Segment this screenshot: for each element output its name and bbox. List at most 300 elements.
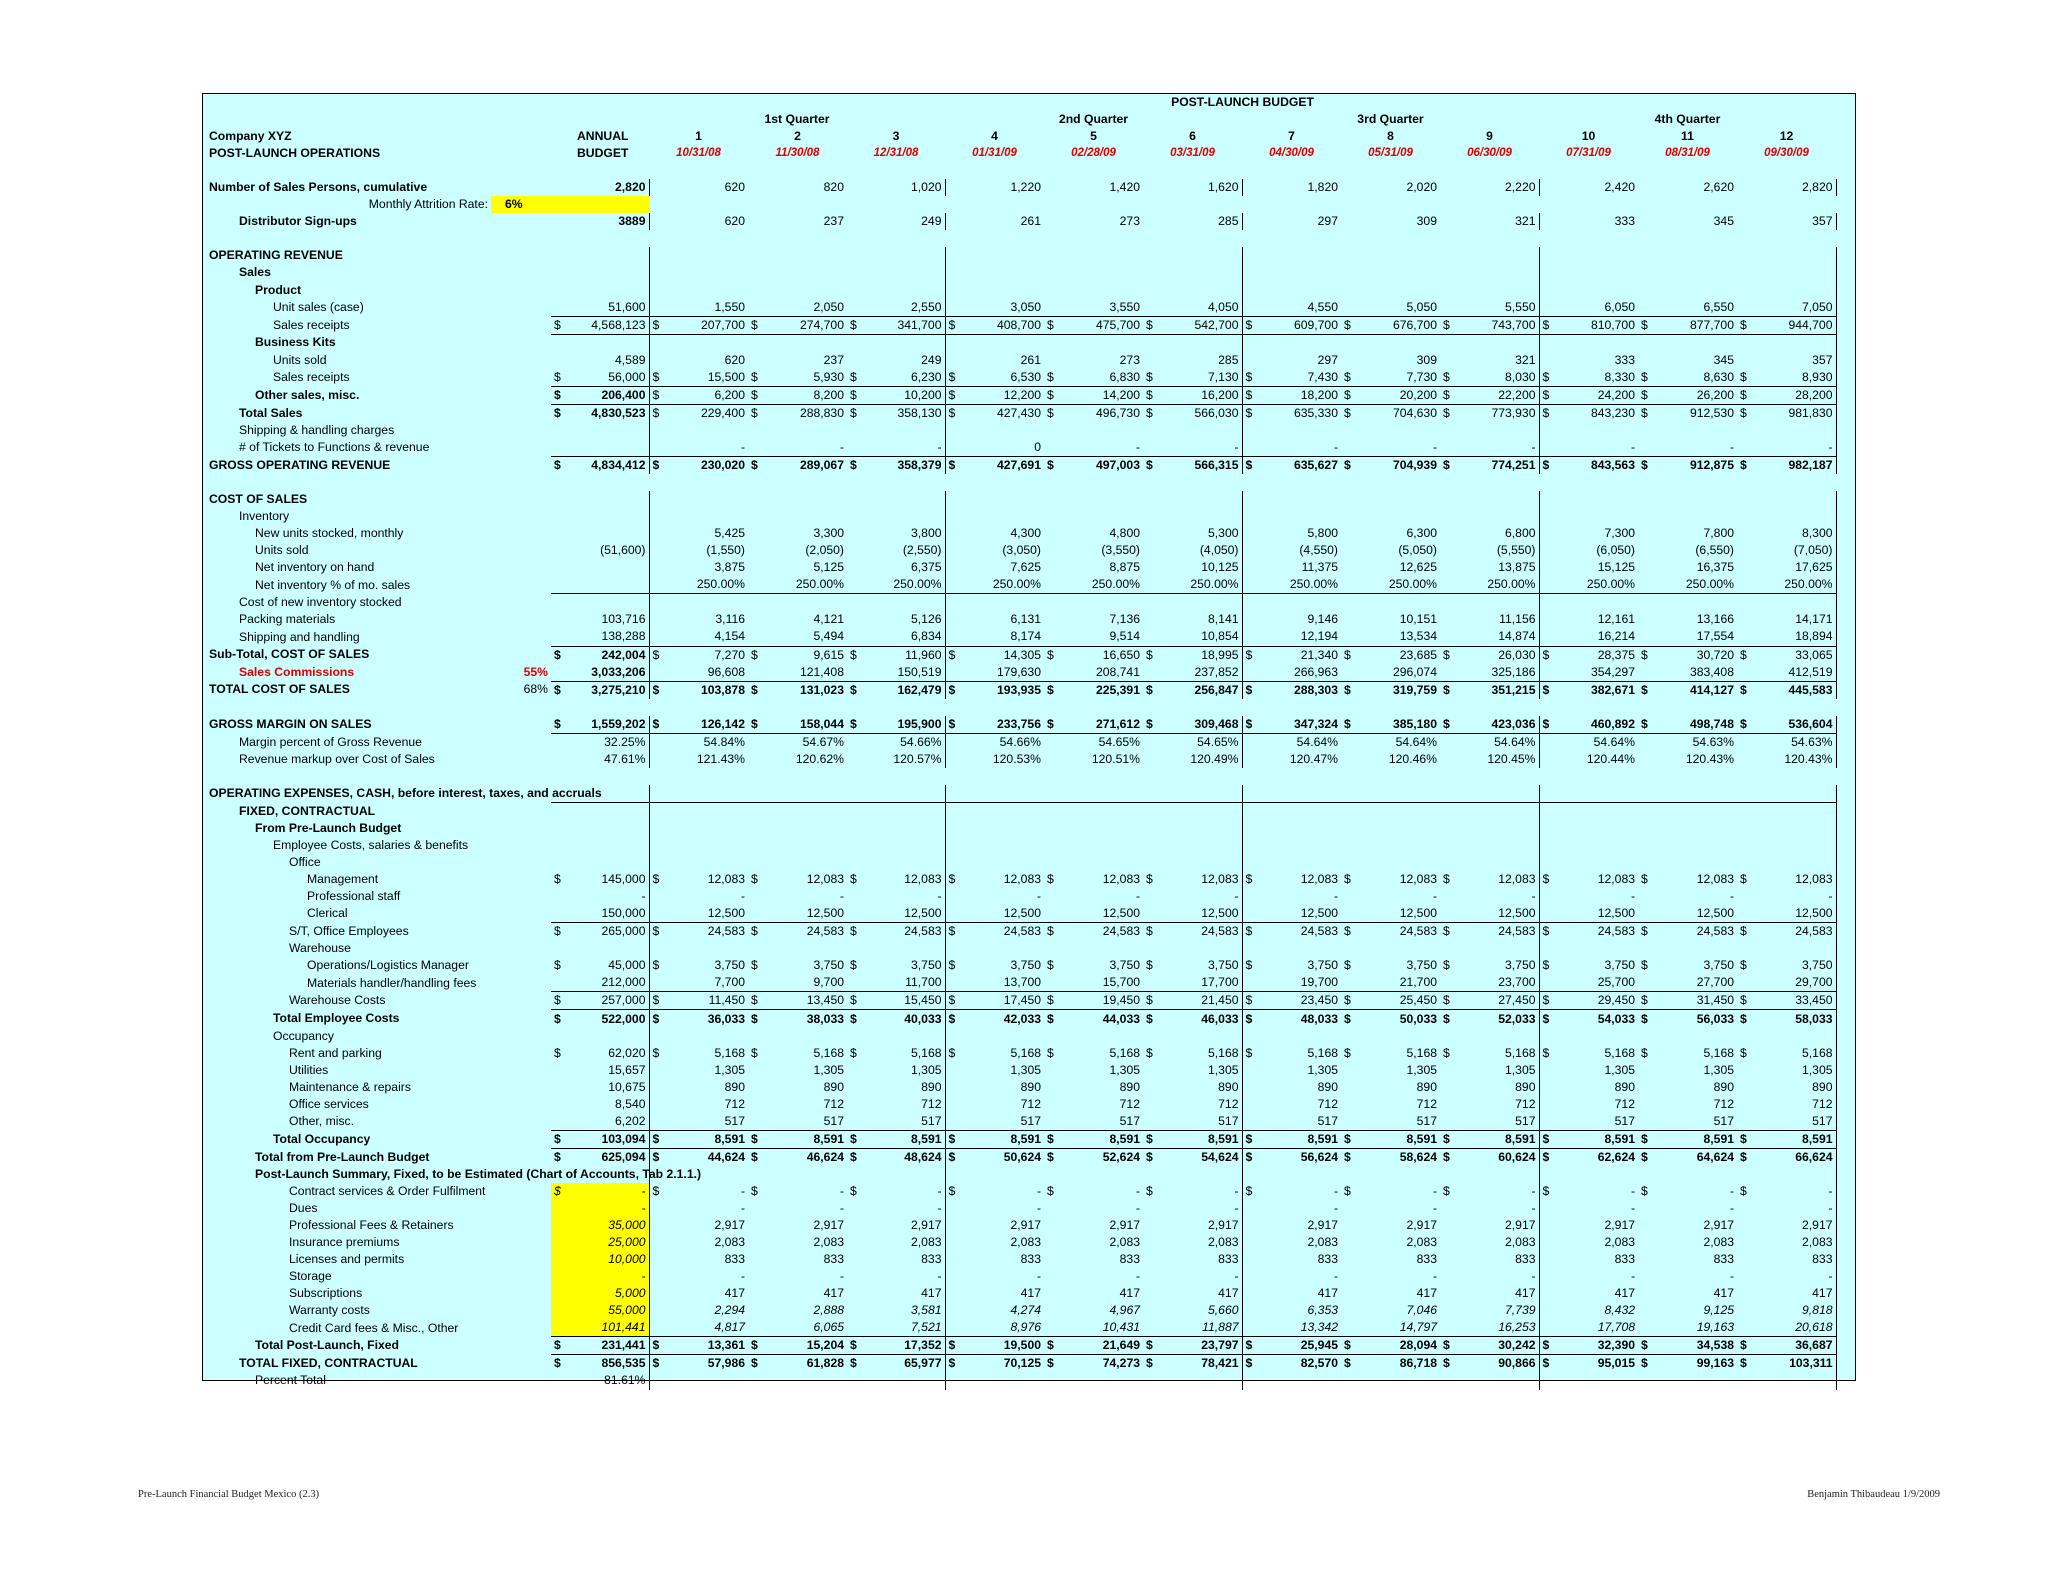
currency-symbol: $ <box>1242 1337 1260 1355</box>
month-value-cell: 9,514 <box>1062 628 1143 646</box>
month-value-cell: 345 <box>1713 214 1734 229</box>
month-value-cell: (2,050) <box>805 543 844 558</box>
currency-symbol: $ <box>652 958 660 973</box>
currency-symbol: $ <box>1542 1149 1550 1164</box>
month-value-cell: 566,030 <box>1161 404 1242 422</box>
row-label: Rent and parking <box>289 1045 382 1060</box>
currency-symbol: $ <box>850 924 857 939</box>
table-row <box>203 456 1935 474</box>
month-value-cell: 4,817 <box>667 1319 748 1337</box>
month-value-cell: 7,270 <box>714 647 745 662</box>
currency-symbol: $ <box>1047 458 1054 472</box>
month-value-cell: 712 <box>1614 1096 1635 1111</box>
month-value-cell: 21,450 <box>1161 992 1242 1010</box>
annual-budget-cell: 138,288 <box>569 628 649 646</box>
currency-symbol: $ <box>945 716 963 734</box>
month-value-cell: 24,583 <box>806 924 844 939</box>
currency-symbol: $ <box>1047 405 1054 420</box>
month-value-cell: - <box>839 1183 844 1198</box>
month-value-cell: 120.57% <box>865 751 945 768</box>
month-value-cell: 417 <box>1713 1286 1734 1301</box>
table-row <box>203 940 1935 957</box>
month-value-cell: 833 <box>1161 1251 1242 1268</box>
currency-symbol: $ <box>1245 872 1253 887</box>
month-value-cell: 309 <box>1416 352 1437 367</box>
month-value-cell: - <box>1458 1183 1539 1200</box>
month-value-cell: 517 <box>1062 1113 1143 1131</box>
currency-symbol: $ <box>554 1149 561 1164</box>
currency-symbol: $ <box>1737 386 1755 404</box>
month-value-cell: - <box>839 1201 844 1216</box>
currency-symbol: $ <box>551 369 569 387</box>
month-value-cell: 3,750 <box>1755 957 1836 974</box>
month-value-cell: 5,168 <box>1109 1045 1140 1060</box>
row-label: Total Sales <box>239 405 303 420</box>
month-value-cell: 12,500 <box>1359 905 1440 923</box>
month-value-cell: 297 <box>1317 352 1338 367</box>
month-value-cell: 10,200 <box>865 386 945 404</box>
month-value-cell: 890 <box>1161 1079 1242 1096</box>
month-value-cell: 417 <box>1119 1286 1140 1301</box>
month-value-cell: 712 <box>1161 1096 1242 1113</box>
month-value-cell: 890 <box>1713 1079 1734 1094</box>
table-row <box>203 474 1935 491</box>
month-value-cell: 890 <box>1020 1079 1041 1094</box>
table-row <box>203 213 1935 230</box>
month-value-cell: 712 <box>1755 1096 1836 1113</box>
table-row <box>203 1372 1935 1389</box>
annual-budget-cell: 242,004 <box>569 646 649 664</box>
month-value-cell: 8,591 <box>1260 1130 1341 1148</box>
currency-symbol: $ <box>1344 1011 1351 1026</box>
annual-budget-cell: 81.61% <box>569 1372 649 1389</box>
month-value-cell: 5,300 <box>1161 525 1242 542</box>
month-value-cell: 95,015 <box>1597 1356 1635 1371</box>
currency-symbol: $ <box>1737 1337 1755 1355</box>
month-value-cell: 48,624 <box>865 1148 945 1166</box>
currency-symbol: $ <box>652 924 660 939</box>
month-value-cell: 517 <box>766 1113 847 1131</box>
month-value-cell: 417 <box>1614 1286 1635 1301</box>
month-value-cell: 712 <box>1317 1096 1338 1111</box>
table-row <box>203 957 1935 974</box>
month-value-cell: 8,591 <box>865 1130 945 1148</box>
row-label: Other, misc. <box>289 1114 355 1129</box>
month-value-cell: 32,390 <box>1557 1337 1638 1355</box>
month-value-cell: 120.62% <box>795 751 844 766</box>
currency-symbol: $ <box>1641 1011 1648 1026</box>
blank-cell <box>203 474 1836 491</box>
month-value-cell: 121,408 <box>766 664 847 682</box>
month-value-cell: 1,305 <box>1109 1062 1140 1077</box>
month-value-cell: 126,142 <box>667 716 748 734</box>
month-value-cell: - <box>1161 1268 1242 1285</box>
table-row <box>203 439 1935 457</box>
month-value-cell: 15,500 <box>667 369 748 387</box>
month-date: 08/31/09 <box>1665 147 1710 160</box>
currency-symbol: $ <box>847 992 865 1010</box>
month-value-cell: 19,450 <box>1062 992 1143 1010</box>
currency-symbol: $ <box>1146 1183 1153 1198</box>
month-value-cell: 120.46% <box>1388 751 1437 766</box>
table-row <box>203 923 1935 941</box>
currency-symbol: $ <box>1542 405 1550 420</box>
annual-budget-cell: 51,600 <box>569 299 649 317</box>
month-value-cell: 12,083 <box>1161 871 1242 888</box>
month-value-cell: 250.00% <box>963 576 1044 594</box>
month-date: 04/30/09 <box>1269 147 1314 160</box>
month-value-cell: 12,500 <box>865 905 945 923</box>
month-value-cell: 2,820 <box>1755 179 1836 196</box>
currency-symbol: $ <box>1539 369 1557 387</box>
currency-symbol: $ <box>1242 1130 1260 1148</box>
currency-symbol: $ <box>1443 872 1450 887</box>
currency-symbol: $ <box>1047 924 1054 939</box>
annual-budget-cell: 8,540 <box>569 1096 649 1113</box>
month-value-cell: 30,242 <box>1458 1337 1539 1355</box>
month-value-cell: 1,305 <box>1703 1062 1734 1077</box>
month-value-cell: 2,083 <box>1406 1235 1437 1250</box>
annual-budget-cell: 47.61% <box>569 751 649 768</box>
month-value-cell: 14,171 <box>1755 611 1836 628</box>
blank-cell <box>203 768 1836 785</box>
month-value-cell: 890 <box>865 1079 945 1096</box>
currency-symbol: $ <box>748 316 766 334</box>
month-value-cell: 13,342 <box>1260 1319 1341 1337</box>
month-value-cell: 417 <box>1755 1285 1836 1302</box>
annual-input-cell[interactable]: 10,000 <box>569 1251 649 1268</box>
month-value-cell: 498,748 <box>1656 716 1737 734</box>
month-value-cell: 250.00% <box>1557 576 1638 594</box>
month-value-cell: (2,550) <box>865 542 945 559</box>
month-value-cell: 24,583 <box>1399 924 1437 939</box>
row-label: Other sales, misc. <box>255 387 360 402</box>
currency-symbol: $ <box>1245 458 1253 472</box>
month-value-cell: 810,700 <box>1557 316 1638 334</box>
month-value-cell: 517 <box>1359 1113 1440 1131</box>
month-value-cell: 14,797 <box>1359 1319 1440 1337</box>
currency-symbol: $ <box>1344 1183 1351 1198</box>
currency-symbol: $ <box>948 682 956 697</box>
month-value-cell: 52,624 <box>1102 1149 1140 1164</box>
month-value-cell: 54.64% <box>1593 734 1635 749</box>
currency-symbol: $ <box>1638 316 1656 334</box>
month-value-cell: 12,500 <box>1656 905 1737 923</box>
month-value-cell: 5,425 <box>714 526 745 541</box>
annual-budget-cell: 1,559,202 <box>569 716 649 734</box>
month-value-cell: 13,700 <box>963 974 1044 992</box>
annual-budget-cell: 231,441 <box>569 1337 649 1355</box>
month-value-cell: 417 <box>1416 1286 1437 1301</box>
month-value-cell: 347,324 <box>1260 716 1341 734</box>
table-row <box>203 664 1935 682</box>
row-label: Occupancy <box>273 1028 334 1043</box>
row-label: Management <box>307 872 379 887</box>
annual-input-cell[interactable]: - <box>569 1268 649 1285</box>
month-value-cell: 5,050 <box>1359 299 1440 317</box>
table-row <box>203 576 1935 594</box>
currency-symbol: $ <box>1542 647 1550 662</box>
month-value-cell: 0 <box>963 439 1044 457</box>
month-value-cell: 774,251 <box>1458 456 1539 474</box>
month-value-cell: - <box>1260 439 1341 457</box>
month-number: 9 <box>1486 129 1493 144</box>
month-value-cell: - <box>1161 1200 1242 1217</box>
currency-symbol: $ <box>1641 1183 1648 1198</box>
month-value-cell: 54.63% <box>1692 734 1734 749</box>
month-value-cell: 620 <box>724 352 745 367</box>
month-value-cell: 417 <box>823 1286 844 1301</box>
currency-symbol: $ <box>1044 1337 1062 1355</box>
month-value-cell: 517 <box>963 1113 1044 1131</box>
month-value-cell: 536,604 <box>1755 716 1836 734</box>
month-value-cell: 712 <box>1416 1096 1437 1111</box>
row-label: Subscriptions <box>289 1286 363 1301</box>
currency-symbol: $ <box>1737 716 1755 734</box>
table-row <box>203 404 1935 422</box>
currency-symbol: $ <box>1443 405 1450 420</box>
attrition-rate-input[interactable]: 6% <box>491 196 649 213</box>
table-row <box>203 1234 1935 1251</box>
month-value-cell: 250.00% <box>766 576 847 594</box>
header-row-quarters <box>203 111 1935 128</box>
row-label: Net inventory % of mo. sales <box>255 577 411 592</box>
month-value-cell: 9,700 <box>766 974 847 992</box>
currency-symbol: $ <box>1641 405 1648 420</box>
month-value-cell: 6,131 <box>1010 612 1041 627</box>
month-value-cell: 271,612 <box>1062 716 1143 734</box>
row-label: OPERATING REVENUE <box>209 248 343 263</box>
row-label: Unit sales (case) <box>273 299 364 314</box>
month-value-cell: 250.00% <box>667 576 748 594</box>
table-row <box>203 247 1935 264</box>
month-value-cell: 890 <box>724 1079 745 1094</box>
currency-symbol: $ <box>1539 992 1557 1010</box>
row-label: Total from Pre-Launch Budget <box>255 1149 430 1164</box>
month-value-cell: 2,294 <box>714 1303 745 1318</box>
currency-symbol: $ <box>748 716 766 734</box>
month-value-cell: 357 <box>1755 352 1836 369</box>
annual-input-cell[interactable]: - <box>569 1200 649 1217</box>
month-value-cell: 7,430 <box>1260 369 1341 387</box>
annual-input-cell[interactable]: - <box>569 1183 649 1200</box>
currency-symbol: $ <box>1047 1011 1054 1026</box>
month-value-cell: 44,624 <box>707 1149 745 1164</box>
currency-symbol: $ <box>1146 1149 1153 1164</box>
annual-budget-cell: 265,000 <box>569 923 649 941</box>
currency-symbol: $ <box>948 405 956 420</box>
month-value-cell: - <box>1161 439 1242 457</box>
month-value-cell: 24,583 <box>1696 924 1734 939</box>
blank-cell <box>203 699 1836 716</box>
month-value-cell: 676,700 <box>1359 316 1440 334</box>
table-row <box>203 837 1935 854</box>
currency-symbol: $ <box>554 458 561 472</box>
month-value-cell: 40,033 <box>865 1010 945 1028</box>
month-value-cell: 48,033 <box>1300 1011 1338 1026</box>
month-value-cell: 46,033 <box>1161 1010 1242 1028</box>
month-date: 02/28/09 <box>1071 147 1116 160</box>
annual-budget-cell: 856,535 <box>569 1355 649 1373</box>
month-value-cell: 1,305 <box>1406 1062 1437 1077</box>
month-value-cell: 385,180 <box>1359 716 1440 734</box>
month-date: 03/31/09 <box>1170 147 1215 160</box>
month-value-cell: 58,033 <box>1755 1010 1836 1028</box>
currency-symbol: $ <box>551 386 569 404</box>
table-row <box>203 1355 1935 1373</box>
currency-symbol: $ <box>551 316 569 334</box>
header-row-months <box>203 128 1935 145</box>
month-value-cell: 417 <box>724 1286 745 1301</box>
table-row <box>203 1130 1935 1148</box>
month-value-cell: 1,305 <box>1010 1062 1041 1077</box>
month-value-cell: 6,530 <box>963 369 1044 387</box>
month-value-cell: 21,340 <box>1300 647 1338 662</box>
month-value-cell: 325,186 <box>1458 664 1539 682</box>
table-row <box>203 1166 1935 1183</box>
annual-budget-cell: 522,000 <box>569 1010 649 1028</box>
month-value-cell: 17,700 <box>1161 974 1242 992</box>
currency-symbol: $ <box>751 958 758 973</box>
month-value-cell: 20,618 <box>1755 1319 1836 1337</box>
table-row <box>203 162 1935 179</box>
annual-input-cell[interactable]: 55,000 <box>569 1302 649 1319</box>
month-value-cell: 6,353 <box>1307 1303 1338 1318</box>
month-value-cell: 24,583 <box>1300 924 1338 939</box>
row-label: Clerical <box>307 906 348 921</box>
month-value-cell: - <box>740 1183 745 1198</box>
month-value-cell: 229,400 <box>700 405 745 420</box>
currency-symbol: $ <box>1443 1045 1450 1060</box>
table-row <box>203 992 1935 1010</box>
currency-symbol: $ <box>1143 386 1161 404</box>
currency-symbol: $ <box>652 1045 660 1060</box>
month-value-cell: 120.43% <box>1755 751 1836 768</box>
month-value-cell: 250.00% <box>1260 576 1341 594</box>
currency-symbol: $ <box>1344 458 1351 472</box>
month-value-cell: 890 <box>1614 1079 1635 1094</box>
row-label: Net inventory on hand <box>255 560 375 575</box>
month-value-cell: 28,375 <box>1597 647 1635 662</box>
row-label: Percent Total <box>255 1373 326 1388</box>
month-value-cell: 54.64% <box>1395 734 1437 749</box>
month-value-cell: 9,146 <box>1307 612 1338 627</box>
table-row <box>203 282 1935 299</box>
month-value-cell: 5,168 <box>865 1045 945 1062</box>
month-value-cell: 12,083 <box>1003 872 1041 887</box>
currency-symbol: $ <box>751 1356 758 1371</box>
month-value-cell: 341,700 <box>865 316 945 334</box>
currency-symbol: $ <box>1143 716 1161 734</box>
month-value-cell: 833 <box>1458 1251 1539 1268</box>
month-value-cell: - <box>1135 889 1140 904</box>
month-value-cell: 29,450 <box>1557 992 1638 1010</box>
month-value-cell: 1,550 <box>667 299 748 317</box>
currency-symbol: $ <box>1737 1130 1755 1148</box>
month-value-cell: 33,065 <box>1755 646 1836 664</box>
row-label: Shipping & handling charges <box>239 422 395 437</box>
month-value-cell: 4,121 <box>813 612 844 627</box>
currency-symbol: $ <box>1737 369 1755 387</box>
month-number: 10 <box>1581 129 1596 144</box>
month-value-cell: 517 <box>667 1113 748 1131</box>
row-label: Product <box>255 282 302 297</box>
month-date: 06/30/09 <box>1467 147 1512 160</box>
month-value-cell: 8,030 <box>1458 369 1539 387</box>
month-value-cell: 12,500 <box>667 905 748 923</box>
month-value-cell: 237,852 <box>1161 664 1242 682</box>
month-value-cell: 19,500 <box>963 1337 1044 1355</box>
annual-budget-cell: 3,033,206 <box>569 664 649 682</box>
month-value-cell: 99,163 <box>1696 1356 1734 1371</box>
month-value-cell: - <box>1458 1268 1539 1285</box>
currency-symbol: $ <box>1245 1356 1253 1371</box>
month-value-cell: 13,450 <box>766 992 847 1010</box>
annual-input-cell[interactable]: 25,000 <box>569 1234 649 1251</box>
month-value-cell: 4,550 <box>1260 299 1341 317</box>
month-value-cell: 18,200 <box>1260 386 1341 404</box>
table-row <box>203 1062 1935 1079</box>
month-value-cell: 12,083 <box>1597 872 1635 887</box>
month-value-cell: 890 <box>823 1079 844 1094</box>
month-value-cell: 635,627 <box>1293 458 1338 472</box>
annual-input-cell[interactable]: 35,000 <box>569 1217 649 1234</box>
annual-input-cell[interactable]: 101,441 <box>569 1319 649 1337</box>
month-value-cell: 5,168 <box>1458 1045 1539 1062</box>
month-value-cell: 2,917 <box>714 1218 745 1233</box>
month-value-cell: 2,083 <box>1703 1235 1734 1250</box>
currency-symbol: $ <box>1641 958 1648 973</box>
month-value-cell: 30,720 <box>1696 647 1734 662</box>
currency-symbol: $ <box>554 1045 561 1060</box>
month-value-cell: 1,420 <box>1109 180 1140 195</box>
currency-symbol: $ <box>1740 924 1747 939</box>
month-value-cell: - <box>766 439 847 457</box>
month-value-cell: 249 <box>865 352 945 369</box>
month-value-cell: 358,130 <box>865 404 945 422</box>
currency-symbol: $ <box>1539 1337 1557 1355</box>
currency-symbol: $ <box>847 716 865 734</box>
month-value-cell: 423,036 <box>1458 716 1539 734</box>
month-value-cell: - <box>1135 1201 1140 1216</box>
month-value-cell: 8,591 <box>1161 1130 1242 1148</box>
month-value-cell: 5,168 <box>1703 1045 1734 1060</box>
month-value-cell: 22,200 <box>1458 386 1539 404</box>
month-value-cell: 12,500 <box>766 905 847 923</box>
annual-input-cell[interactable]: 5,000 <box>569 1285 649 1302</box>
row-label: GROSS MARGIN ON SALES <box>209 716 372 731</box>
currency-symbol: $ <box>1443 1149 1450 1164</box>
month-value-cell: 2,083 <box>714 1235 745 1250</box>
table-row <box>203 1183 1935 1200</box>
budget-table <box>203 94 1935 1390</box>
month-value-cell: 17,554 <box>1656 628 1737 646</box>
currency-symbol: $ <box>1341 1130 1359 1148</box>
month-value-cell: 12,083 <box>865 871 945 888</box>
month-value-cell: - <box>1432 1269 1437 1284</box>
month-value-cell: 11,960 <box>865 646 945 664</box>
month-value-cell: 2,917 <box>813 1218 844 1233</box>
annual-budget-cell: 2,820 <box>569 179 649 196</box>
month-value-cell: 50,033 <box>1399 1011 1437 1026</box>
month-value-cell: - <box>740 1201 745 1216</box>
month-value-cell: 412,519 <box>1755 664 1836 682</box>
row-label: Professional staff <box>307 889 401 904</box>
row-label: Office <box>289 855 321 870</box>
row-label: Licenses and permits <box>289 1252 405 1267</box>
month-value-cell: 86,718 <box>1399 1356 1437 1371</box>
month-value-cell: 12,500 <box>1755 905 1836 923</box>
